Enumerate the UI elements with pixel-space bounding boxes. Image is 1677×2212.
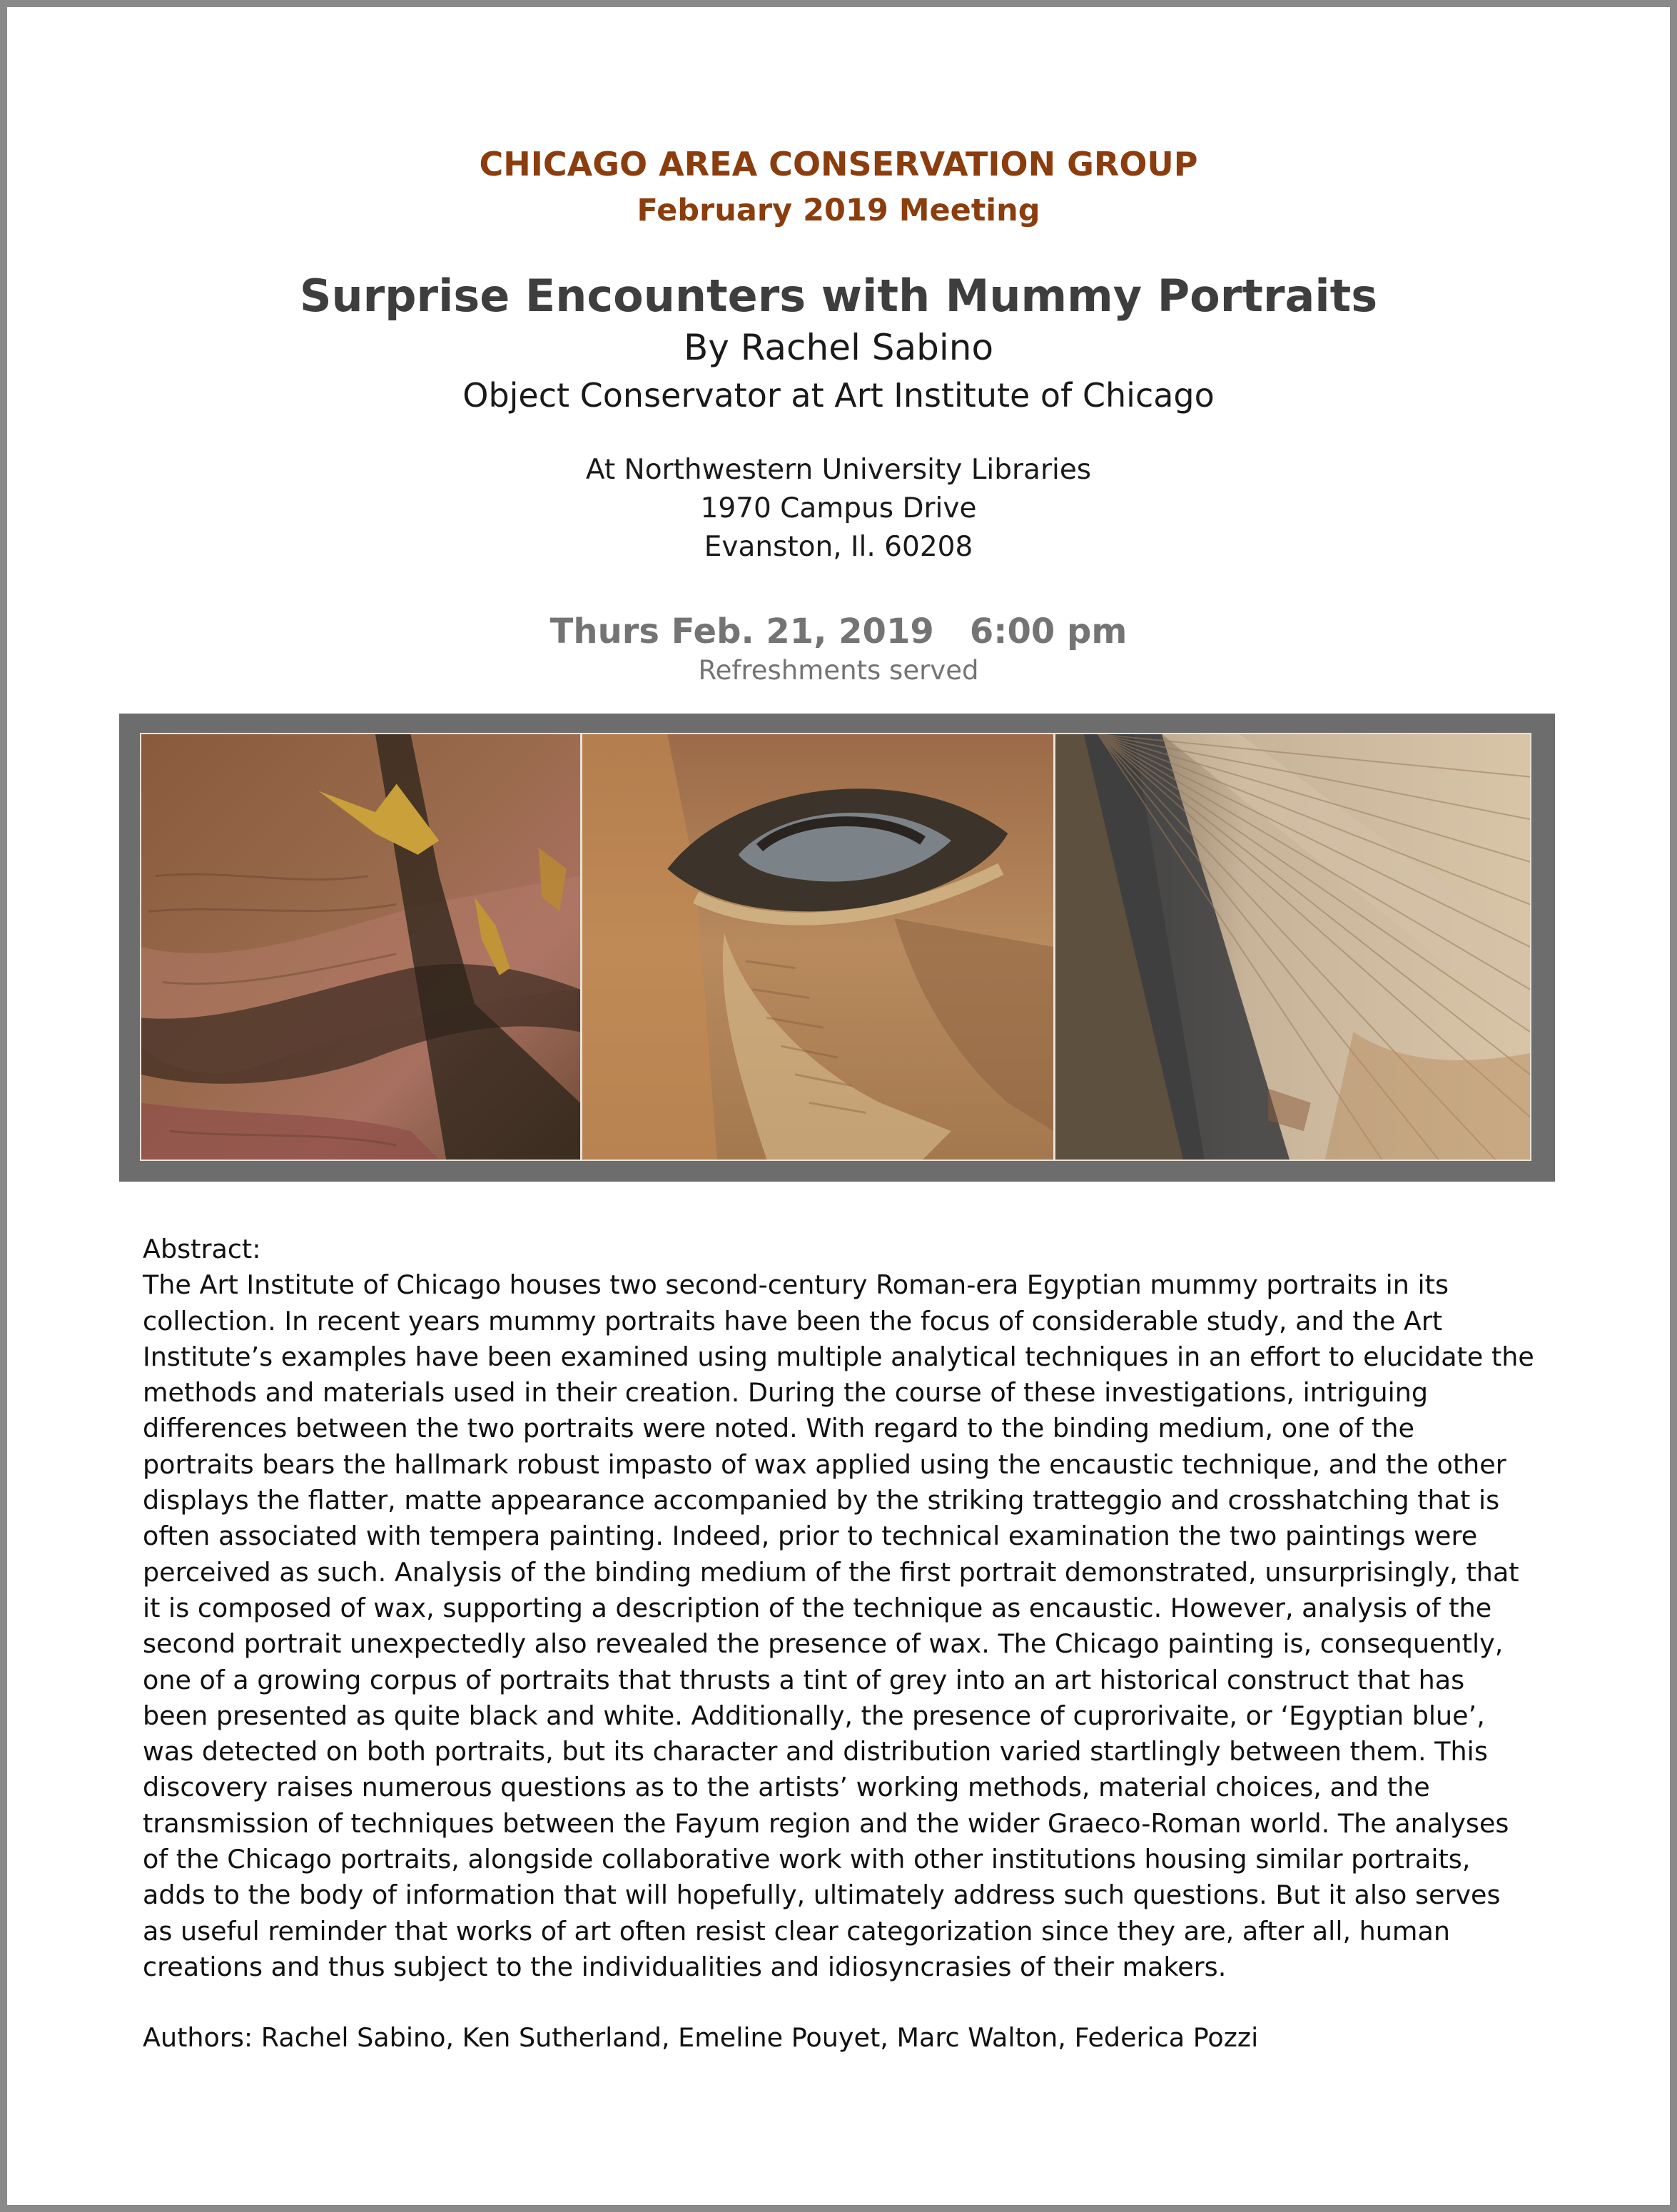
abstract-line: adds to the body of information that will hopefully, ultimately address such questions. But it also serves	[143, 1879, 1501, 1911]
portrait-detail-images	[119, 714, 1555, 1182]
organization-name: CHICAGO AREA CONSERVATION GROUP	[479, 145, 1198, 183]
venue-street: 1970 Campus Drive	[700, 492, 977, 524]
authors-line: Authors: Rachel Sabino, Ken Sutherland, Emeline Pouyet, Marc Walton, Federica Pozzi	[143, 2022, 1259, 2053]
abstract-line: creations and thus subject to the individualities and idiosyncrasies of their makers.	[143, 1951, 1227, 1982]
venue-city: Evanston, Il. 60208	[704, 531, 973, 563]
abstract-line: differences between the two portraits were noted. With regard to the binding medium, one of the	[143, 1413, 1414, 1444]
portrait-detail-image-3	[1054, 733, 1531, 1161]
abstract-line: been presented as quite black and white. Additionally, the presence of cuprorivaite, or ‘Egyptian blue’,	[143, 1700, 1485, 1731]
abstract-line: Institute’s examples have been examined using multiple analytical techniques in an effort to elucidate the	[143, 1341, 1534, 1372]
abstract-line: of the Chicago portraits, alongside collaborative work with other institutions housing similar portraits,	[143, 1844, 1471, 1875]
abstract-line: was detected on both portraits, but its character and distribution varied startlingly between them. This	[143, 1736, 1488, 1767]
abstract-heading: Abstract:	[143, 1234, 261, 1264]
refreshments-note: Refreshments served	[698, 655, 979, 686]
abstract-line: second portrait unexpectedly also revealed the presence of wax. The Chicago painting is, consequently,	[143, 1628, 1504, 1660]
abstract	[143, 1232, 1556, 1985]
portrait-detail-image-2	[581, 733, 1055, 1161]
abstract-line: transmission of techniques between the Fayum region and the wider Graeco-Roman world. The analyses	[143, 1807, 1509, 1839]
portrait-detail-image-1	[140, 733, 582, 1161]
abstract-line: discovery raises numerous questions as to the artists’ working methods, material choices, and the	[143, 1772, 1430, 1803]
meeting-date: February 2019 Meeting	[637, 193, 1040, 228]
abstract-line: as useful reminder that works of art often resist clear categorization since they are, after all, human	[143, 1915, 1450, 1947]
abstract-line: The Art Institute of Chicago houses two second-century Roman-era Egyptian mummy portraits in its	[143, 1269, 1449, 1301]
abstract-line: displays the flatter, matte appearance accompanied by the striking tratteggio and crosshatching that is	[143, 1485, 1500, 1516]
abstract-line: portraits bears the hallmark robust impasto of wax applied using the encaustic technique, and the other	[143, 1449, 1506, 1480]
event-datetime: Thurs Feb. 21, 2019 6:00 pm	[549, 612, 1128, 651]
talk-title: Surprise Encounters with Mummy Portraits	[299, 270, 1378, 322]
abstract-line: it is composed of wax, supporting a description of the technique as encaustic. However, analysis of the	[143, 1592, 1492, 1623]
abstract-line: collection. In recent years mummy portraits have been the focus of considerable study, and the Art	[143, 1305, 1443, 1336]
abstract-line: often associated with tempera painting. Indeed, prior to technical examination the two paintings were	[143, 1521, 1478, 1552]
abstract-line: one of a growing corpus of portraits that thrusts a tint of grey into an art historical construct that has	[143, 1664, 1465, 1695]
venue-name: At Northwestern University Libraries	[585, 454, 1092, 486]
abstract-line: perceived as such. Analysis of the binding medium of the first portrait demonstrated, unsurprisingly, that	[143, 1556, 1519, 1588]
abstract-line: methods and materials used in their creation. During the course of these investigations, intriguing	[143, 1377, 1429, 1409]
speaker-role: Object Conservator at Art Institute of Chicago	[462, 376, 1215, 415]
speaker-byline: By Rachel Sabino	[683, 327, 994, 368]
